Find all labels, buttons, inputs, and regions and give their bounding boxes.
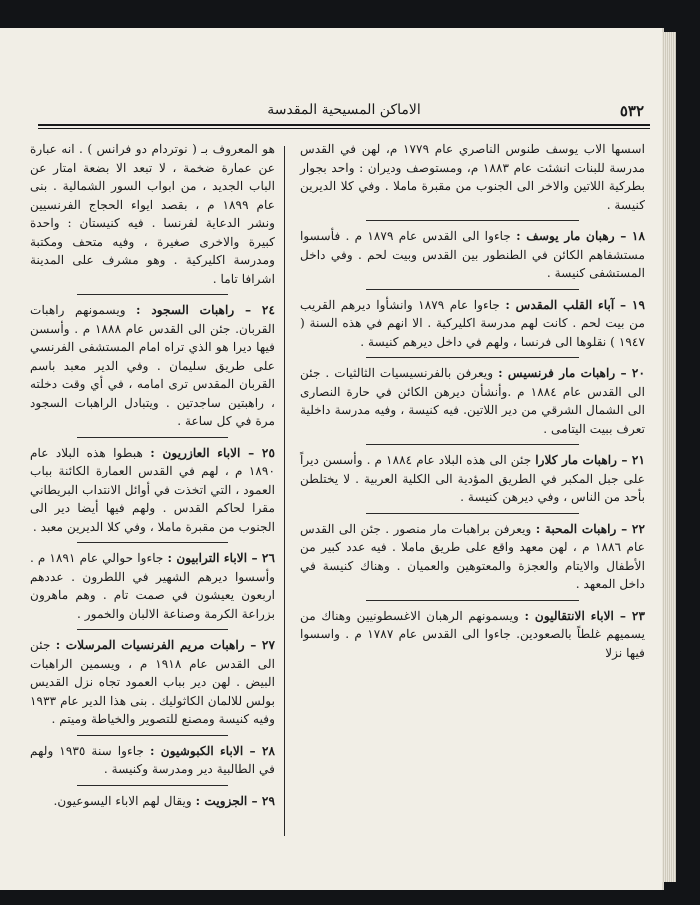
entry-heading: ٢٥ – الاباء العازريون : [150, 445, 276, 460]
entry-heading: ٢١ – راهبات مار كلارا [535, 453, 645, 467]
entry-heading: ٢٧ – راهبات مريم الفرنسيات المرسلات : [55, 638, 275, 652]
page-edge [662, 32, 676, 882]
entry-heading: ٢٢ – راهبات المحبة : [535, 521, 645, 536]
entry-paragraph [30, 549, 275, 623]
entry-heading: ٢٦ – الاباء الترابيون : [167, 551, 275, 565]
entry-paragraph [30, 742, 275, 779]
entry-separator [77, 294, 229, 295]
entry-heading: ١٨ – رهبان مار يوسف : [516, 229, 646, 243]
entry-text: جاءوا سنة ١٩٣٥ ولهم في الطالبية دير ومدرسة وكنيسة . [30, 743, 275, 776]
entry-paragraph [300, 227, 645, 283]
entry-separator [366, 289, 580, 290]
entry-text: اسسها الاب يوسف طنوس الناصري عام ١٧٧٩ م، لهن في القدس مدرسة للبنات انشئت عام ١٨٨٣ م، ومستوصف وديران : واحد بجوار بطركية اللاتين والاخر الى الجنوب من مقبرة ماملا . وفي كلا الديرين كنيسة . [300, 142, 645, 212]
entry-separator [77, 629, 229, 630]
entry-paragraph [30, 792, 275, 811]
entry-heading: ٢٣ – الاباء الانتقاليون : [524, 608, 645, 623]
entry-text: جاءوا الى القدس عام ١٨٧٩ م . فأسسوا مستشفاهم الكائن في الطنطور بين القدس وبيت لحم . وفي داخل المستشفى كنيسة . [300, 229, 645, 280]
entry-heading: ٢٠ – راهبات مار فرنسيس : [498, 366, 646, 380]
left-text-column [30, 140, 275, 814]
entry-text: ويعرفن براهبات مار منصور . جئن الى القدس عام ١٨٨٦ م ، لهن معهد واقع على طريق ماملا . فيه عدد كبير من الأطفال والايتام والعجزة والمعتوهين والعميان . وهناك كنيسة في داخل المعهد . [300, 521, 645, 591]
entry-separator [366, 220, 580, 221]
entry-paragraph [30, 444, 275, 537]
entry-separator [366, 600, 580, 601]
entry-text: ويقال لهم الاباء اليسوعيون. [53, 793, 192, 808]
entry-text: ويعرفن بالفرنسيسيات الثالثيات . جئن الى القدس عام ١٨٨٤ م .وأنشأن ديرهن الكائن في حارة النصارى الى الشمال الشرقي من دير اللاتين. فيه كنيسة ، وفيه مدرسة داخلية تعرف ببيت اليتامى . [300, 366, 645, 436]
entry-heading: ٢٩ – الجزويت : [195, 793, 275, 808]
header-rule [38, 124, 650, 126]
entry-text: جاءوا حوالي عام ١٨٩١ م . وأسسوا ديرهم الشهير في اللطرون . عددهم اربعون يعيشون في صمت تام . وهم ماهرون بزراعة الكرمة وصناعة الالبان والخمور . [30, 551, 275, 621]
entry-heading: ٢٨ – الاباء الكبوشيون : [149, 743, 276, 758]
entry-text: ويسمونهم راهبات القربان. جئن الى القدس عام ١٨٨٨ م . وأسسن فيها ديرا هو الذي تراه امام المستشفى الفرنسي على طريق سليمان . وفي الدير معبد باسم القربان المقدس ترى امامه ، في أي وقت دخلته ، راهبتين ساجدتين . ويتبادل الراهبات السجود مرة في كل ساعة . [30, 303, 275, 428]
entry-separator [77, 735, 229, 736]
continued-paragraph [300, 140, 645, 214]
entry-text: جئن الى القدس عام ١٩١٨ م ، ويسمين الراهبات البيض . لهن دير بباب العمود تجاه نزل القديس بولس للالمان الكاثوليك . بنى هذا الدير عام ١٩٣٣ وفيه كنيسة ومصنع للتصوير والخياطة وميتم . [30, 638, 275, 726]
entry-separator [77, 542, 229, 543]
entry-paragraph [300, 520, 645, 594]
entry-separator [366, 513, 580, 514]
entry-heading: ٢٤ – راهبات السجود : [136, 303, 275, 317]
entry-heading: ١٩ – آباء القلب المقدس : [505, 297, 645, 312]
entry-text: جاءوا عام ١٨٧٩ وانشأوا ديرهم القريب من بيت لحم . كانت لهم مدرسة اكليركية . الا انهم في هذه السنة ( ١٩٤٧ ) نقلوها الى فرنسا ، ولهم في داخل ديرهم كنيسة . [300, 297, 645, 349]
entry-paragraph [300, 296, 645, 352]
entry-separator [77, 785, 229, 786]
entry-separator [366, 357, 580, 358]
continued-paragraph [30, 140, 275, 288]
right-text-column [300, 140, 645, 666]
entry-separator [77, 437, 229, 438]
entry-paragraph [300, 451, 645, 507]
column-divider [284, 146, 285, 836]
entry-paragraph [30, 636, 275, 729]
entry-paragraph [300, 607, 645, 663]
running-title: الاماكن المسيحية المقدسة [267, 102, 421, 118]
header-rule-thin [38, 128, 650, 129]
entry-separator [366, 444, 580, 445]
entry-text: هبطوا هذه البلاد عام ١٨٩٠ م ، لهم في القدس العمارة الكائنة بباب العمود ، التي اتخذت في أوائل الانتداب البريطاني مقرا لحاكم القدس . ولهم فيها أيضا دير الى الجنوب من مقبرة ماملا ، وفي كلا الديرين معبد . [30, 445, 275, 534]
page-number: ٥٣٢ [619, 102, 644, 120]
entry-paragraph [300, 364, 645, 438]
entry-paragraph [30, 301, 275, 431]
entry-text: جئن الى هذه البلاد عام ١٨٨٤ م . وأسسن ديراً على جبل المكبر في الطريق المؤدية الى الكلية العربية . لا يختلطن بأحد من الناس ، وفي ديرهن كنيسة . [300, 453, 645, 504]
entry-text: هو المعروف بـ ( نوتردام دو فرانس ) . انه عبارة عن عمارة ضخمة ، لا تبعد الا بضعة امتار عن الباب الجديد ، من ابواب السور الشمالية . بنى عام ١٨٩٩ م ، بقصد ايواء الحجاج الفرنسيين ونشر الدعاية لفرنسا . فيه كنيستان : واحدة كبيرة والاخرى صغيرة ، وفيه متحف ومكتبة ومدرسة اكليركية . وهو مشرف على المدينة اشرافا تاما . [30, 142, 275, 286]
running-header [38, 102, 650, 124]
entry-text: ويسمونهم الرهبان الاغسطونيين وهناك من يسميهم غلطاً بالصعودين. جاءوا الى القدس عام ١٧٨٧ م . واسسوا فيها نزلا [300, 608, 645, 660]
